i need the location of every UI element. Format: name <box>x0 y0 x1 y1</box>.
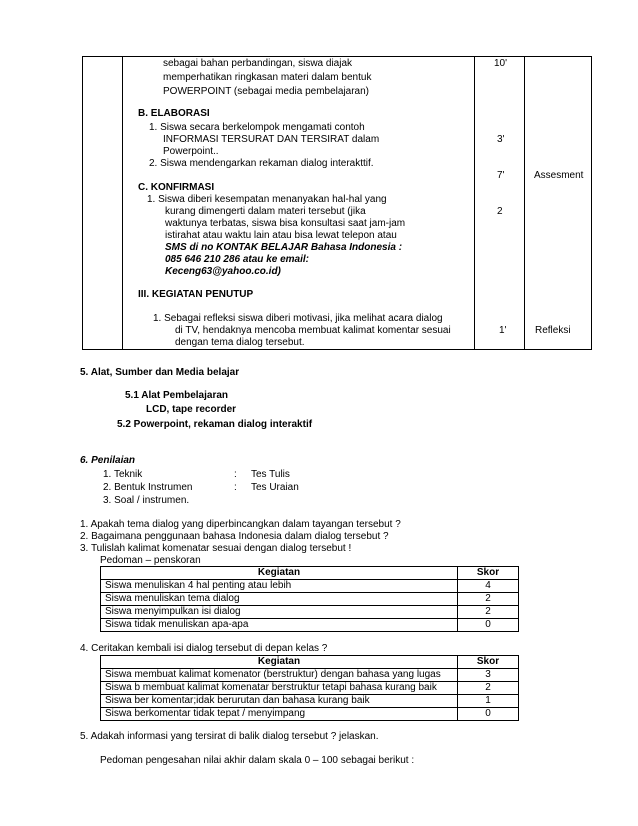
elaborasi-heading: B. ELABORASI <box>138 108 210 119</box>
konfirmasi-heading: C. KONFIRMASI <box>138 182 215 193</box>
table-row <box>101 619 519 632</box>
question-4: 4. Ceritakan kembali isi dialog tersebut di depan kelas ? <box>80 643 328 654</box>
rubric-activity: Siswa menyimpulkan isi dialog <box>101 606 458 619</box>
penutup-item: dengan tema dialog tersebut. <box>175 337 305 348</box>
table-row <box>101 695 519 708</box>
penilaian-colon: : <box>234 482 237 493</box>
elaborasi-item: Powerpoint.. <box>163 146 219 157</box>
table-header-row <box>101 656 519 669</box>
contact-line: SMS di no KONTAK BELAJAR Bahasa Indonesia : <box>165 242 403 253</box>
question-1: 1. Apakah tema dialog yang diperbincangkan dalam tayangan tersebut ? <box>80 519 401 530</box>
header-skor: Skor <box>458 656 519 669</box>
rubric-activity: Siswa ber komentar;idak berurutan dan bahasa kurang baik <box>101 695 458 708</box>
konfirmasi-item: 1. Siswa diberi kesempatan menanyakan hal-hal yang <box>147 194 387 205</box>
time-value: 2 <box>497 206 503 217</box>
rubric-activity: Siswa tidak menuliskan apa-apa <box>101 619 458 632</box>
section5-sub1: 5.1 Alat Pembelajaran <box>125 390 229 401</box>
rubric-score: 0 <box>458 619 519 632</box>
rubric-activity: Siswa menuliskan 4 hal penting atau lebih <box>101 580 458 593</box>
rubric-score: 2 <box>458 682 519 695</box>
contact-phone: 085 646 210 286 atau ke email: <box>165 254 309 265</box>
rubric-score: 3 <box>458 669 519 682</box>
elaborasi-item: 2. Siswa mendengarkan rekaman dialog interakttif. <box>149 158 374 169</box>
rubric-score: 0 <box>458 708 519 721</box>
assessment-label: Assesment <box>534 170 584 181</box>
reflection-label: Refleksi <box>535 325 571 336</box>
table-row <box>101 593 519 606</box>
header-skor: Skor <box>458 567 519 580</box>
penilaian-value: Tes Uraian <box>251 482 299 493</box>
header-kegiatan: Kegiatan <box>101 567 458 580</box>
question-2: 2. Bagaimana penggunaan bahasa Indonesia dalam dialog tersebut ? <box>80 531 389 542</box>
intro-line: POWERPOINT (sebagai media pembelajaran) <box>163 86 370 97</box>
table-row <box>101 669 519 682</box>
elaborasi-item: INFORMASI TERSURAT DAN TERSIRAT dalam <box>163 134 380 145</box>
time-value: 1' <box>499 325 507 336</box>
table-row <box>101 682 519 695</box>
penilaian-label: 3. Soal / instrumen. <box>103 495 190 506</box>
rubric-score: 2 <box>458 606 519 619</box>
rubric-activity: Siswa berkomentar tidak tepat / menyimpang <box>101 708 458 721</box>
intro-line: sebagai bahan perbandingan, siswa diajak <box>163 58 353 69</box>
konfirmasi-item: waktunya terbatas, siswa bisa konsultasi saat jam-jam <box>165 218 406 229</box>
table-row <box>101 708 519 721</box>
penutup-item: 1. Sebagai refleksi siswa diberi motivasi, jika melihat acara dialog <box>153 313 443 324</box>
rubric-table-2 <box>100 655 519 721</box>
elaborasi-item: 1. Siswa secara berkelompok mengamati contoh <box>149 122 365 133</box>
section5-sub1-detail: LCD, tape recorder <box>146 404 237 415</box>
penilaian-heading: 6. Penilaian <box>80 455 136 466</box>
konfirmasi-item: kurang dimengerti dalam materi tersebut (jika <box>165 206 366 217</box>
time-value: 3' <box>497 134 505 145</box>
penilaian-label: 2. Bentuk Instrumen <box>103 482 193 493</box>
rubric-activity: Siswa membuat kalimat komenator (berstruktur) dengan bahasa yang lugas <box>101 669 458 682</box>
penutup-item: di TV, hendaknya mencoba membuat kalimat komentar sesuai <box>175 325 451 336</box>
table-row <box>101 580 519 593</box>
rubric-score: 2 <box>458 593 519 606</box>
konfirmasi-item: istirahat atau waktu lain atau bisa lewat telepon atau <box>165 230 397 241</box>
time-value: 10' <box>494 58 508 69</box>
penilaian-colon: : <box>234 469 237 480</box>
section5-sub2: 5.2 Powerpoint, rekaman dialog interaktif <box>117 419 313 430</box>
rubric-score: 4 <box>458 580 519 593</box>
contact-email: Keceng63@yahoo.co.id) <box>165 266 281 277</box>
rubric-activity: Siswa menuliskan tema dialog <box>101 593 458 606</box>
intro-line: memperhatikan ringkasan materi dalam bentuk <box>163 72 372 83</box>
time-value: 7' <box>497 170 505 181</box>
section5-heading: 5. Alat, Sumber dan Media belajar <box>80 367 240 378</box>
rubric-score: 1 <box>458 695 519 708</box>
pedoman-label: Pedoman – penskoran <box>100 555 201 566</box>
question-3: 3. Tulislah kalimat komenatar sesuai dengan dialog tersebut ! <box>80 543 352 554</box>
final-scoring-note: Pedoman pengesahan nilai akhir dalam skala 0 – 100 sebagai berikut : <box>100 755 415 766</box>
table-header-row <box>101 567 519 580</box>
rubric-activity: Siswa b membuat kalimat komenatar berstruktur tetapi bahasa kurang baik <box>101 682 458 695</box>
penutup-heading: III. KEGIATAN PENUTUP <box>138 289 254 300</box>
rubric-table-1 <box>100 566 519 632</box>
question-5: 5. Adakah informasi yang tersirat di balik dialog tersebut ? jelaskan. <box>80 731 379 742</box>
penilaian-label: 1. Teknik <box>103 469 143 480</box>
header-kegiatan: Kegiatan <box>101 656 458 669</box>
penilaian-value: Tes Tulis <box>251 469 290 480</box>
table-row <box>101 606 519 619</box>
